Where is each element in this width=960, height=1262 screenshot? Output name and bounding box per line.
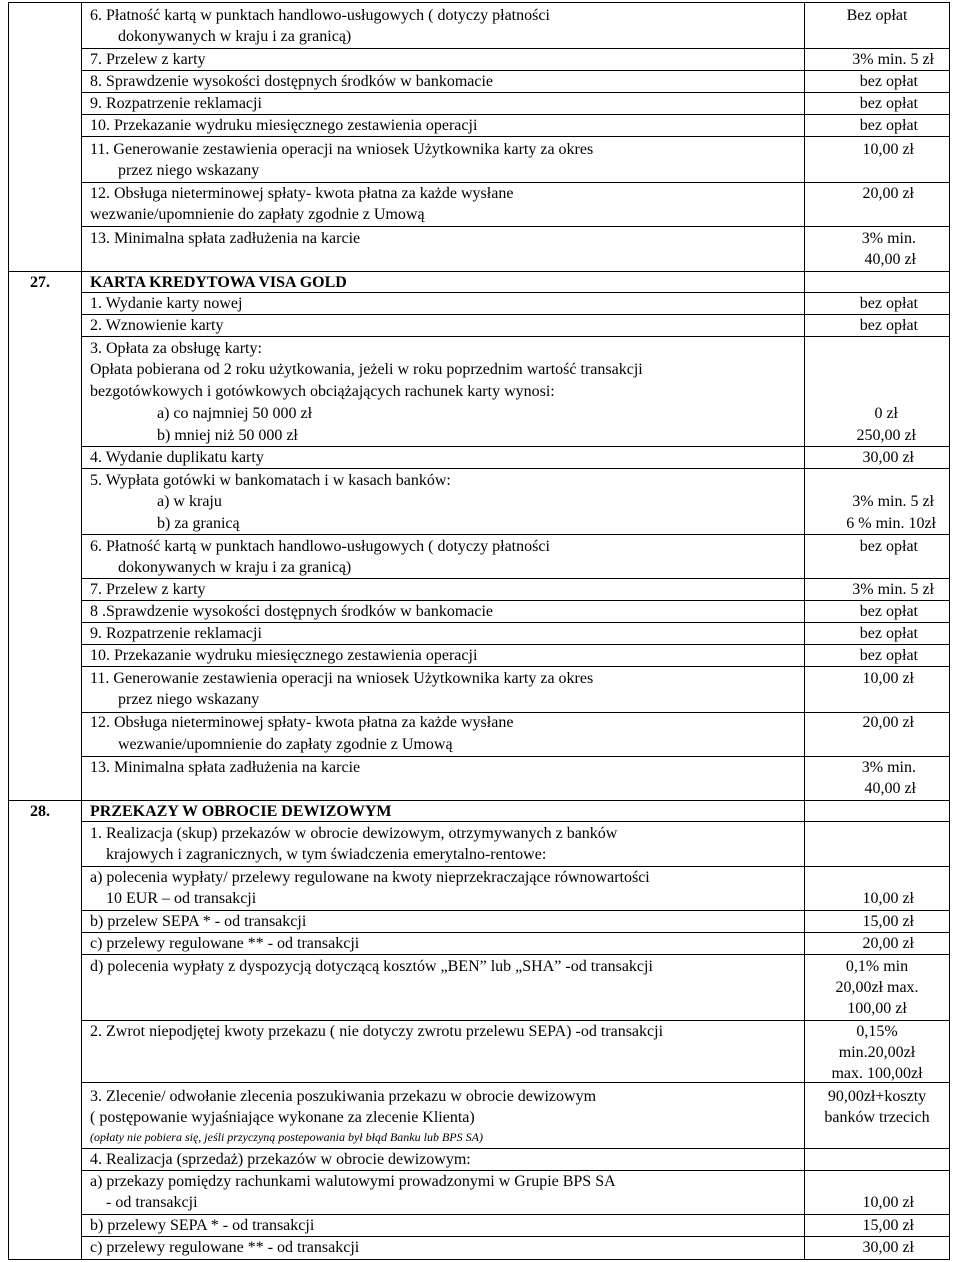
fee-description: d) polecenia wypłaty z dyspozycją dotyczącą kosztów „BEN” lub „SHA” -od transakcji <box>90 958 653 975</box>
fee-description: a) przekazy pomiędzy rachunkami walutowymi prowadzonymi w Grupie BPS SA <box>90 1173 616 1190</box>
fee-value: 3% min. 5 zł <box>852 51 934 68</box>
section-number: 28. <box>30 803 50 820</box>
fee-value: Bez opłat <box>846 7 908 24</box>
fee-value: 30,00 zł <box>862 449 914 466</box>
fee-value: bez opłat <box>859 625 918 642</box>
fee-value: 10,00 zł <box>862 670 914 687</box>
fee-value: bez opłat <box>859 603 918 620</box>
fee-value: bez opłat <box>859 73 918 90</box>
row-border <box>8 2 950 3</box>
row-border <box>81 534 950 535</box>
fee-description: 12. Obsługa nieterminowej spłaty- kwota płatna za każde wysłane <box>90 185 514 202</box>
fee-description: 1. Realizacja (skup) przekazów w obrocie dewizowym, otrzymywanych z banków <box>90 825 618 842</box>
fee-description: 10. Przekazanie wydruku miesięcznego zestawienia operacji <box>90 117 478 134</box>
fee-value: 40,00 zł <box>864 251 916 268</box>
row-border <box>81 114 950 115</box>
fee-description: 2. Zwrot niepodjętej kwoty przekazu ( nie dotyczy zwrotu przelewu SEPA) -od transakcji <box>90 1023 664 1040</box>
fee-description: wezwanie/upomnienie do zapłaty zgodnie z Umową <box>118 736 453 753</box>
fee-description: 9. Rozpatrzenie reklamacji <box>90 95 262 112</box>
fee-description: dokonywanych w kraju i za granicą) <box>118 559 352 576</box>
row-border <box>81 226 950 227</box>
fee-description: przez niego wskazany <box>118 691 260 708</box>
fee-description: - od transakcji <box>106 1194 198 1211</box>
row-border <box>81 446 950 447</box>
fee-description: 3. Zlecenie/ odwołanie zlecenia poszukiwania przekazu w obrocie dewizowym <box>90 1088 597 1105</box>
row-border <box>81 468 950 469</box>
fee-value: 10,00 zł <box>862 1194 914 1211</box>
fee-value: banków trzecich <box>824 1109 930 1126</box>
section-title: KARTA KREDYTOWA VISA GOLD <box>90 274 347 291</box>
fee-description: 5. Wypłata gotówki w bankomatach i w kasach banków: <box>90 472 451 489</box>
row-border <box>81 1148 950 1149</box>
fee-value: min.20,00zł <box>838 1044 916 1061</box>
fee-value: 3% min. <box>861 759 916 776</box>
fee-description: 6. Płatność kartą w punktach handlowo-usługowych ( dotyczy płatności <box>90 538 550 555</box>
fee-value: 20,00zł max. <box>835 979 919 996</box>
fee-description: 4. Realizacja (sprzedaż) przekazów w obrocie dewizowym: <box>90 1151 471 1168</box>
row-border <box>81 314 950 315</box>
fee-description: 12. Obsługa nieterminowej spłaty- kwota płatna za każde wysłane <box>90 714 514 731</box>
row-border <box>81 336 950 337</box>
fee-description: b) przelew SEPA * - od transakcji <box>90 913 307 930</box>
fee-subitem: a) co najmniej 50 000 zł <box>157 405 313 422</box>
fee-description: bezgotówkowych i gotówkowych obciążających rachunek karty wynosi: <box>90 383 555 400</box>
fee-description: c) przelewy regulowane ** - od transakcji <box>90 1239 360 1256</box>
fee-description: 10 EUR – od transakcji <box>106 890 257 907</box>
fee-description: krajowych i zagranicznych, w tym świadczenia emerytalno-rentowe: <box>106 846 547 863</box>
row-border <box>81 910 950 911</box>
fee-value: bez opłat <box>859 317 918 334</box>
fee-value: 15,00 zł <box>862 1217 914 1234</box>
row-border <box>81 622 950 623</box>
fee-description: Opłata pobierana od 2 roku użytkowania, jeżeli w roku poprzednim wartość transakcji <box>90 361 643 378</box>
fee-value: 20,00 zł <box>862 714 914 731</box>
row-border <box>81 644 950 645</box>
fee-description: 13. Minimalna spłata zadłużenia na karcie <box>90 230 361 247</box>
fee-value: 10,00 zł <box>862 141 914 158</box>
fee-value: 6 % min. 10zł <box>846 515 936 532</box>
fee-note: (opłaty nie pobiera się, jeśli przyczyną postepowania był błąd Banku lub BPS SA) <box>90 1130 483 1144</box>
fee-description: przez niego wskazany <box>118 162 260 179</box>
row-border <box>81 578 950 579</box>
fee-description: 6. Płatność kartą w punktach handlowo-usługowych ( dotyczy płatności <box>90 7 550 24</box>
row-border <box>81 92 950 93</box>
fee-value: 90,00zł+koszty <box>827 1088 927 1105</box>
fee-description: 11. Generowanie zestawienia operacji na wniosek Użytkownika karty za okres <box>90 141 594 158</box>
fee-description: 11. Generowanie zestawienia operacji na wniosek Użytkownika karty za okres <box>90 670 594 687</box>
fee-value: 100,00 zł <box>847 1000 907 1017</box>
fee-description: ( postępowanie wyjaśniające wykonane za zlecenie Klienta) <box>90 1109 475 1126</box>
row-border <box>81 932 950 933</box>
fee-description: 4. Wydanie duplikatu karty <box>90 449 264 466</box>
fee-value: bez opłat <box>859 117 918 134</box>
table-border-right <box>949 2 950 1260</box>
fee-value: 3% min. 5 zł <box>852 493 934 510</box>
row-border <box>81 666 950 667</box>
fee-description: 9. Rozpatrzenie reklamacji <box>90 625 262 642</box>
fee-value: 0,1% min <box>845 958 909 975</box>
fee-description: 3. Opłata za obsługę karty: <box>90 340 262 357</box>
fee-description: 10. Przekazanie wydruku miesięcznego zestawienia operacji <box>90 647 478 664</box>
fee-value: 250,00 zł <box>856 427 916 444</box>
fee-subitem: b) mniej niż 50 000 zł <box>157 427 298 444</box>
fee-value: 10,00 zł <box>862 890 914 907</box>
fee-description: b) przelewy SEPA * - od transakcji <box>90 1217 315 1234</box>
fee-description: 8 .Sprawdzenie wysokości dostępnych środków w bankomacie <box>90 603 494 620</box>
row-border <box>81 866 950 867</box>
fee-value: 40,00 zł <box>864 780 916 797</box>
fee-value: 20,00 zł <box>862 185 914 202</box>
fee-description: dokonywanych w kraju i za granicą) <box>118 28 352 45</box>
row-border <box>81 48 950 49</box>
fee-description: wezwanie/upomnienie do zapłaty zgodnie z Umową <box>90 206 425 223</box>
row-border <box>81 1170 950 1171</box>
fee-description: 2. Wznowienie karty <box>90 317 224 334</box>
table-divider-value-col <box>804 2 805 1260</box>
fee-value: 0 zł <box>874 405 898 422</box>
row-border <box>81 70 950 71</box>
fee-description: 7. Przelew z karty <box>90 581 206 598</box>
row-border <box>81 136 950 137</box>
fee-description: 13. Minimalna spłata zadłużenia na karcie <box>90 759 361 776</box>
table-border-bottom <box>8 1259 950 1260</box>
fee-value: 30,00 zł <box>862 1239 914 1256</box>
table-divider-number-col <box>81 2 82 1260</box>
fee-subitem: b) za granicą <box>157 515 240 532</box>
table-border-left <box>8 2 9 1260</box>
fee-value: bez opłat <box>859 647 918 664</box>
fee-value: 0,15% <box>856 1023 898 1040</box>
fee-description: 1. Wydanie karty nowej <box>90 295 243 312</box>
row-border <box>81 954 950 955</box>
fee-description: a) polecenia wypłaty/ przelewy regulowane na kwoty nieprzekraczające równowartości <box>90 869 650 886</box>
row-border <box>81 182 950 183</box>
fee-description: c) przelewy regulowane ** - od transakcji <box>90 935 360 952</box>
fee-value: 15,00 zł <box>862 913 914 930</box>
row-border <box>81 600 950 601</box>
row-border <box>81 1236 950 1237</box>
fee-value: bez opłat <box>859 538 918 555</box>
section-title: PRZEKAZY W OBROCIE DEWIZOWYM <box>90 803 392 820</box>
fee-value: bez opłat <box>859 95 918 112</box>
fee-value: 20,00 zł <box>862 935 914 952</box>
section-number: 27. <box>30 274 50 291</box>
fee-value: bez opłat <box>859 295 918 312</box>
fee-value: max. 100,00zł <box>831 1065 923 1082</box>
fee-value: 3% min. 5 zł <box>852 581 934 598</box>
section-border <box>8 271 950 272</box>
row-border <box>81 1020 950 1021</box>
row-border <box>81 1214 950 1215</box>
fee-value: 3% min. <box>861 230 916 247</box>
fee-description: 8. Sprawdzenie wysokości dostępnych środków w bankomacie <box>90 73 494 90</box>
row-border <box>81 756 950 757</box>
fee-subitem: a) w kraju <box>157 493 222 510</box>
section-border <box>8 800 950 801</box>
fee-description: 7. Przelew z karty <box>90 51 206 68</box>
